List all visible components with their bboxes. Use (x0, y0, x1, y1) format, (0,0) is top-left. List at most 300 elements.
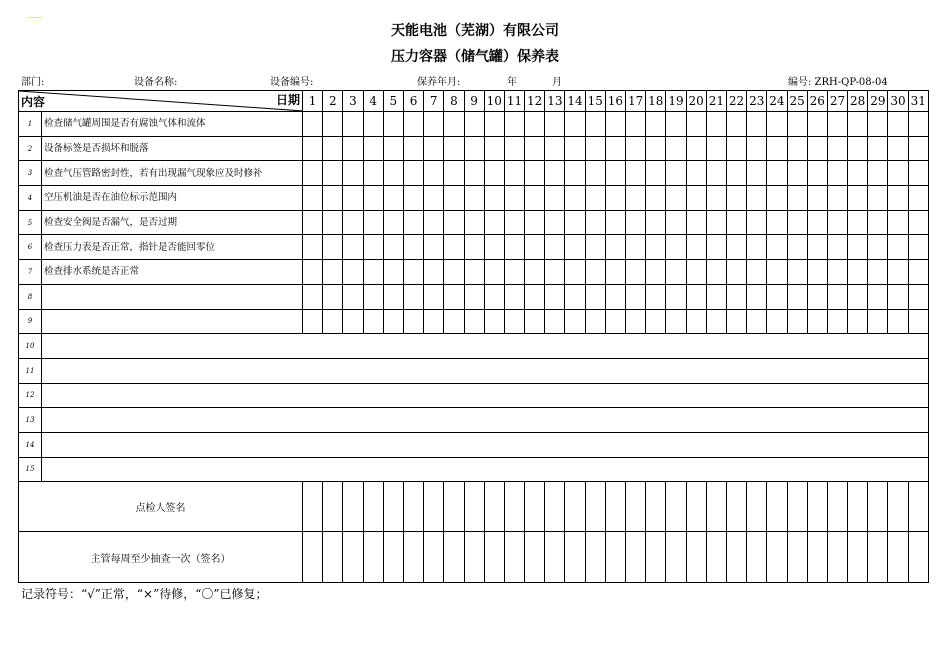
check-cell[interactable] (807, 260, 827, 285)
check-cell[interactable] (726, 284, 746, 309)
check-cell[interactable] (585, 136, 605, 161)
check-cell[interactable] (888, 260, 908, 285)
inspector-signature-cell[interactable] (343, 482, 363, 532)
inspector-signature-cell[interactable] (767, 482, 787, 532)
check-cell[interactable] (807, 136, 827, 161)
check-cell[interactable] (626, 136, 646, 161)
supervisor-signature-cell[interactable] (908, 532, 928, 583)
check-cell[interactable] (403, 235, 423, 260)
check-cell[interactable] (706, 112, 726, 137)
check-cell[interactable] (908, 186, 928, 211)
check-cell[interactable] (424, 284, 444, 309)
blank-row-cell[interactable] (42, 408, 929, 433)
check-cell[interactable] (504, 210, 524, 235)
check-cell[interactable] (888, 210, 908, 235)
check-cell[interactable] (545, 112, 565, 137)
check-cell[interactable] (626, 260, 646, 285)
supervisor-signature-cell[interactable] (403, 532, 423, 583)
check-cell[interactable] (706, 210, 726, 235)
check-cell[interactable] (484, 235, 504, 260)
check-cell[interactable] (747, 235, 767, 260)
check-cell[interactable] (383, 210, 403, 235)
check-cell[interactable] (908, 235, 928, 260)
check-cell[interactable] (444, 112, 464, 137)
check-cell[interactable] (767, 260, 787, 285)
check-cell[interactable] (323, 161, 343, 186)
inspector-signature-cell[interactable] (303, 482, 323, 532)
check-cell[interactable] (545, 309, 565, 334)
supervisor-signature-cell[interactable] (585, 532, 605, 583)
check-cell[interactable] (686, 284, 706, 309)
inspector-signature-cell[interactable] (484, 482, 504, 532)
check-cell[interactable] (403, 161, 423, 186)
check-cell[interactable] (848, 112, 868, 137)
check-cell[interactable] (706, 136, 726, 161)
check-cell[interactable] (343, 260, 363, 285)
check-cell[interactable] (545, 161, 565, 186)
check-cell[interactable] (706, 284, 726, 309)
check-cell[interactable] (444, 309, 464, 334)
check-cell[interactable] (888, 235, 908, 260)
check-cell[interactable] (646, 260, 666, 285)
check-cell[interactable] (323, 136, 343, 161)
check-cell[interactable] (767, 235, 787, 260)
check-cell[interactable] (383, 112, 403, 137)
check-cell[interactable] (848, 161, 868, 186)
check-cell[interactable] (908, 284, 928, 309)
check-cell[interactable] (888, 186, 908, 211)
check-cell[interactable] (646, 210, 666, 235)
check-cell[interactable] (363, 284, 383, 309)
supervisor-signature-cell[interactable] (464, 532, 484, 583)
supervisor-signature-cell[interactable] (323, 532, 343, 583)
check-cell[interactable] (868, 284, 888, 309)
check-cell[interactable] (303, 112, 323, 137)
check-cell[interactable] (484, 136, 504, 161)
supervisor-signature-cell[interactable] (383, 532, 403, 583)
check-cell[interactable] (807, 161, 827, 186)
check-cell[interactable] (848, 284, 868, 309)
check-cell[interactable] (383, 235, 403, 260)
inspector-signature-cell[interactable] (383, 482, 403, 532)
check-cell[interactable] (827, 210, 847, 235)
check-cell[interactable] (767, 186, 787, 211)
check-cell[interactable] (343, 284, 363, 309)
check-cell[interactable] (565, 210, 585, 235)
check-cell[interactable] (706, 235, 726, 260)
supervisor-signature-cell[interactable] (545, 532, 565, 583)
check-cell[interactable] (605, 136, 625, 161)
check-cell[interactable] (484, 260, 504, 285)
check-cell[interactable] (807, 235, 827, 260)
check-cell[interactable] (323, 210, 343, 235)
check-cell[interactable] (565, 235, 585, 260)
check-cell[interactable] (565, 309, 585, 334)
check-cell[interactable] (484, 186, 504, 211)
check-cell[interactable] (484, 284, 504, 309)
check-cell[interactable] (747, 309, 767, 334)
check-cell[interactable] (363, 161, 383, 186)
check-cell[interactable] (646, 112, 666, 137)
check-cell[interactable] (686, 235, 706, 260)
check-cell[interactable] (303, 260, 323, 285)
check-cell[interactable] (686, 186, 706, 211)
blank-row-cell[interactable] (42, 383, 929, 408)
supervisor-signature-cell[interactable] (686, 532, 706, 583)
check-cell[interactable] (868, 309, 888, 334)
inspector-signature-cell[interactable] (646, 482, 666, 532)
supervisor-signature-cell[interactable] (343, 532, 363, 583)
check-cell[interactable] (403, 112, 423, 137)
check-cell[interactable] (484, 309, 504, 334)
check-cell[interactable] (646, 186, 666, 211)
supervisor-signature-cell[interactable] (303, 532, 323, 583)
check-cell[interactable] (565, 112, 585, 137)
supervisor-signature-cell[interactable] (605, 532, 625, 583)
check-cell[interactable] (888, 112, 908, 137)
check-cell[interactable] (424, 260, 444, 285)
inspector-signature-cell[interactable] (585, 482, 605, 532)
check-cell[interactable] (464, 309, 484, 334)
check-cell[interactable] (626, 186, 646, 211)
check-cell[interactable] (626, 284, 646, 309)
inspector-signature-cell[interactable] (908, 482, 928, 532)
check-cell[interactable] (525, 260, 545, 285)
inspector-signature-cell[interactable] (747, 482, 767, 532)
check-cell[interactable] (747, 161, 767, 186)
check-cell[interactable] (686, 309, 706, 334)
check-cell[interactable] (525, 136, 545, 161)
check-cell[interactable] (363, 136, 383, 161)
check-cell[interactable] (888, 309, 908, 334)
check-cell[interactable] (626, 235, 646, 260)
check-cell[interactable] (666, 161, 686, 186)
check-cell[interactable] (868, 235, 888, 260)
check-cell[interactable] (646, 284, 666, 309)
check-cell[interactable] (767, 136, 787, 161)
check-cell[interactable] (767, 210, 787, 235)
check-cell[interactable] (787, 235, 807, 260)
check-cell[interactable] (626, 309, 646, 334)
check-cell[interactable] (726, 260, 746, 285)
check-cell[interactable] (868, 112, 888, 137)
check-cell[interactable] (545, 260, 565, 285)
supervisor-signature-cell[interactable] (706, 532, 726, 583)
check-cell[interactable] (848, 186, 868, 211)
check-cell[interactable] (484, 161, 504, 186)
check-cell[interactable] (807, 284, 827, 309)
check-cell[interactable] (504, 260, 524, 285)
check-cell[interactable] (605, 284, 625, 309)
check-cell[interactable] (686, 260, 706, 285)
check-cell[interactable] (605, 186, 625, 211)
check-cell[interactable] (827, 309, 847, 334)
check-cell[interactable] (666, 136, 686, 161)
check-cell[interactable] (605, 235, 625, 260)
check-cell[interactable] (827, 284, 847, 309)
check-cell[interactable] (807, 186, 827, 211)
check-cell[interactable] (868, 161, 888, 186)
check-cell[interactable] (504, 284, 524, 309)
check-cell[interactable] (626, 210, 646, 235)
check-cell[interactable] (444, 210, 464, 235)
check-cell[interactable] (424, 136, 444, 161)
inspector-signature-cell[interactable] (605, 482, 625, 532)
check-cell[interactable] (303, 186, 323, 211)
check-cell[interactable] (504, 136, 524, 161)
check-cell[interactable] (787, 210, 807, 235)
check-cell[interactable] (525, 112, 545, 137)
check-cell[interactable] (605, 309, 625, 334)
check-cell[interactable] (545, 284, 565, 309)
inspector-signature-cell[interactable] (686, 482, 706, 532)
check-cell[interactable] (646, 235, 666, 260)
check-cell[interactable] (646, 309, 666, 334)
supervisor-signature-cell[interactable] (868, 532, 888, 583)
supervisor-signature-cell[interactable] (565, 532, 585, 583)
check-cell[interactable] (747, 210, 767, 235)
check-cell[interactable] (868, 260, 888, 285)
check-cell[interactable] (403, 260, 423, 285)
check-cell[interactable] (726, 186, 746, 211)
check-cell[interactable] (747, 284, 767, 309)
check-cell[interactable] (403, 284, 423, 309)
check-cell[interactable] (747, 136, 767, 161)
check-cell[interactable] (747, 112, 767, 137)
check-cell[interactable] (545, 210, 565, 235)
check-cell[interactable] (303, 235, 323, 260)
blank-row-cell[interactable] (42, 334, 929, 359)
check-cell[interactable] (525, 309, 545, 334)
check-cell[interactable] (726, 235, 746, 260)
check-cell[interactable] (363, 235, 383, 260)
check-cell[interactable] (504, 235, 524, 260)
check-cell[interactable] (908, 161, 928, 186)
check-cell[interactable] (565, 161, 585, 186)
check-cell[interactable] (787, 136, 807, 161)
check-cell[interactable] (565, 260, 585, 285)
check-cell[interactable] (605, 260, 625, 285)
check-cell[interactable] (827, 260, 847, 285)
check-cell[interactable] (888, 136, 908, 161)
inspector-signature-cell[interactable] (525, 482, 545, 532)
check-cell[interactable] (303, 136, 323, 161)
check-cell[interactable] (908, 112, 928, 137)
blank-row-cell[interactable] (42, 457, 929, 482)
inspector-signature-cell[interactable] (504, 482, 524, 532)
check-cell[interactable] (303, 284, 323, 309)
check-cell[interactable] (464, 136, 484, 161)
check-cell[interactable] (403, 186, 423, 211)
check-cell[interactable] (868, 136, 888, 161)
check-cell[interactable] (343, 210, 363, 235)
check-cell[interactable] (424, 309, 444, 334)
check-cell[interactable] (464, 235, 484, 260)
check-cell[interactable] (424, 112, 444, 137)
inspector-signature-cell[interactable] (565, 482, 585, 532)
supervisor-signature-cell[interactable] (767, 532, 787, 583)
supervisor-signature-cell[interactable] (787, 532, 807, 583)
check-cell[interactable] (666, 186, 686, 211)
check-cell[interactable] (383, 284, 403, 309)
supervisor-signature-cell[interactable] (444, 532, 464, 583)
supervisor-signature-cell[interactable] (827, 532, 847, 583)
check-cell[interactable] (464, 260, 484, 285)
check-cell[interactable] (323, 186, 343, 211)
check-cell[interactable] (868, 186, 888, 211)
check-cell[interactable] (585, 235, 605, 260)
inspector-signature-cell[interactable] (787, 482, 807, 532)
check-cell[interactable] (787, 161, 807, 186)
supervisor-signature-cell[interactable] (424, 532, 444, 583)
check-cell[interactable] (323, 112, 343, 137)
check-cell[interactable] (706, 186, 726, 211)
inspector-signature-cell[interactable] (868, 482, 888, 532)
check-cell[interactable] (726, 112, 746, 137)
supervisor-signature-cell[interactable] (666, 532, 686, 583)
check-cell[interactable] (383, 186, 403, 211)
check-cell[interactable] (908, 260, 928, 285)
check-cell[interactable] (626, 112, 646, 137)
check-cell[interactable] (525, 161, 545, 186)
check-cell[interactable] (383, 309, 403, 334)
inspector-signature-cell[interactable] (888, 482, 908, 532)
check-cell[interactable] (444, 260, 464, 285)
check-cell[interactable] (888, 284, 908, 309)
check-cell[interactable] (807, 210, 827, 235)
check-cell[interactable] (403, 136, 423, 161)
check-cell[interactable] (787, 284, 807, 309)
check-cell[interactable] (504, 186, 524, 211)
check-cell[interactable] (585, 112, 605, 137)
check-cell[interactable] (363, 210, 383, 235)
check-cell[interactable] (585, 309, 605, 334)
check-cell[interactable] (383, 260, 403, 285)
check-cell[interactable] (706, 161, 726, 186)
check-cell[interactable] (585, 260, 605, 285)
inspector-signature-cell[interactable] (807, 482, 827, 532)
check-cell[interactable] (646, 161, 666, 186)
check-cell[interactable] (363, 309, 383, 334)
check-cell[interactable] (807, 112, 827, 137)
check-cell[interactable] (323, 235, 343, 260)
check-cell[interactable] (868, 210, 888, 235)
inspector-signature-cell[interactable] (403, 482, 423, 532)
check-cell[interactable] (848, 260, 868, 285)
check-cell[interactable] (323, 260, 343, 285)
inspector-signature-cell[interactable] (706, 482, 726, 532)
check-cell[interactable] (545, 186, 565, 211)
check-cell[interactable] (565, 284, 585, 309)
check-cell[interactable] (464, 210, 484, 235)
check-cell[interactable] (585, 284, 605, 309)
supervisor-signature-cell[interactable] (626, 532, 646, 583)
check-cell[interactable] (343, 235, 363, 260)
check-cell[interactable] (767, 284, 787, 309)
check-cell[interactable] (827, 112, 847, 137)
supervisor-signature-cell[interactable] (484, 532, 504, 583)
inspector-signature-cell[interactable] (363, 482, 383, 532)
check-cell[interactable] (303, 309, 323, 334)
check-cell[interactable] (726, 136, 746, 161)
check-cell[interactable] (303, 210, 323, 235)
check-cell[interactable] (525, 235, 545, 260)
check-cell[interactable] (686, 112, 706, 137)
check-cell[interactable] (403, 309, 423, 334)
check-cell[interactable] (666, 235, 686, 260)
check-cell[interactable] (767, 309, 787, 334)
check-cell[interactable] (908, 136, 928, 161)
check-cell[interactable] (363, 260, 383, 285)
check-cell[interactable] (787, 186, 807, 211)
check-cell[interactable] (545, 235, 565, 260)
supervisor-signature-cell[interactable] (848, 532, 868, 583)
inspector-signature-cell[interactable] (444, 482, 464, 532)
check-cell[interactable] (464, 284, 484, 309)
check-cell[interactable] (484, 112, 504, 137)
supervisor-signature-cell[interactable] (525, 532, 545, 583)
check-cell[interactable] (767, 161, 787, 186)
check-cell[interactable] (343, 309, 363, 334)
check-cell[interactable] (787, 260, 807, 285)
inspector-signature-cell[interactable] (726, 482, 746, 532)
check-cell[interactable] (424, 235, 444, 260)
inspector-signature-cell[interactable] (666, 482, 686, 532)
check-cell[interactable] (323, 309, 343, 334)
supervisor-signature-cell[interactable] (726, 532, 746, 583)
check-cell[interactable] (383, 161, 403, 186)
check-cell[interactable] (585, 186, 605, 211)
check-cell[interactable] (686, 210, 706, 235)
check-cell[interactable] (686, 136, 706, 161)
check-cell[interactable] (343, 136, 363, 161)
check-cell[interactable] (424, 186, 444, 211)
check-cell[interactable] (686, 161, 706, 186)
check-cell[interactable] (807, 309, 827, 334)
inspector-signature-cell[interactable] (464, 482, 484, 532)
inspector-signature-cell[interactable] (848, 482, 868, 532)
check-cell[interactable] (666, 284, 686, 309)
check-cell[interactable] (827, 186, 847, 211)
check-cell[interactable] (666, 112, 686, 137)
supervisor-signature-cell[interactable] (504, 532, 524, 583)
check-cell[interactable] (787, 112, 807, 137)
check-cell[interactable] (545, 136, 565, 161)
check-cell[interactable] (444, 186, 464, 211)
check-cell[interactable] (525, 284, 545, 309)
inspector-signature-cell[interactable] (827, 482, 847, 532)
check-cell[interactable] (908, 309, 928, 334)
check-cell[interactable] (484, 210, 504, 235)
blank-row-cell[interactable] (42, 358, 929, 383)
check-cell[interactable] (565, 136, 585, 161)
check-cell[interactable] (303, 161, 323, 186)
check-cell[interactable] (504, 309, 524, 334)
check-cell[interactable] (666, 260, 686, 285)
check-cell[interactable] (605, 161, 625, 186)
check-cell[interactable] (363, 112, 383, 137)
check-cell[interactable] (444, 136, 464, 161)
check-cell[interactable] (767, 112, 787, 137)
check-cell[interactable] (726, 210, 746, 235)
check-cell[interactable] (666, 309, 686, 334)
blank-row-cell[interactable] (42, 432, 929, 457)
check-cell[interactable] (706, 260, 726, 285)
supervisor-signature-cell[interactable] (888, 532, 908, 583)
check-cell[interactable] (363, 186, 383, 211)
check-cell[interactable] (343, 112, 363, 137)
inspector-signature-cell[interactable] (424, 482, 444, 532)
